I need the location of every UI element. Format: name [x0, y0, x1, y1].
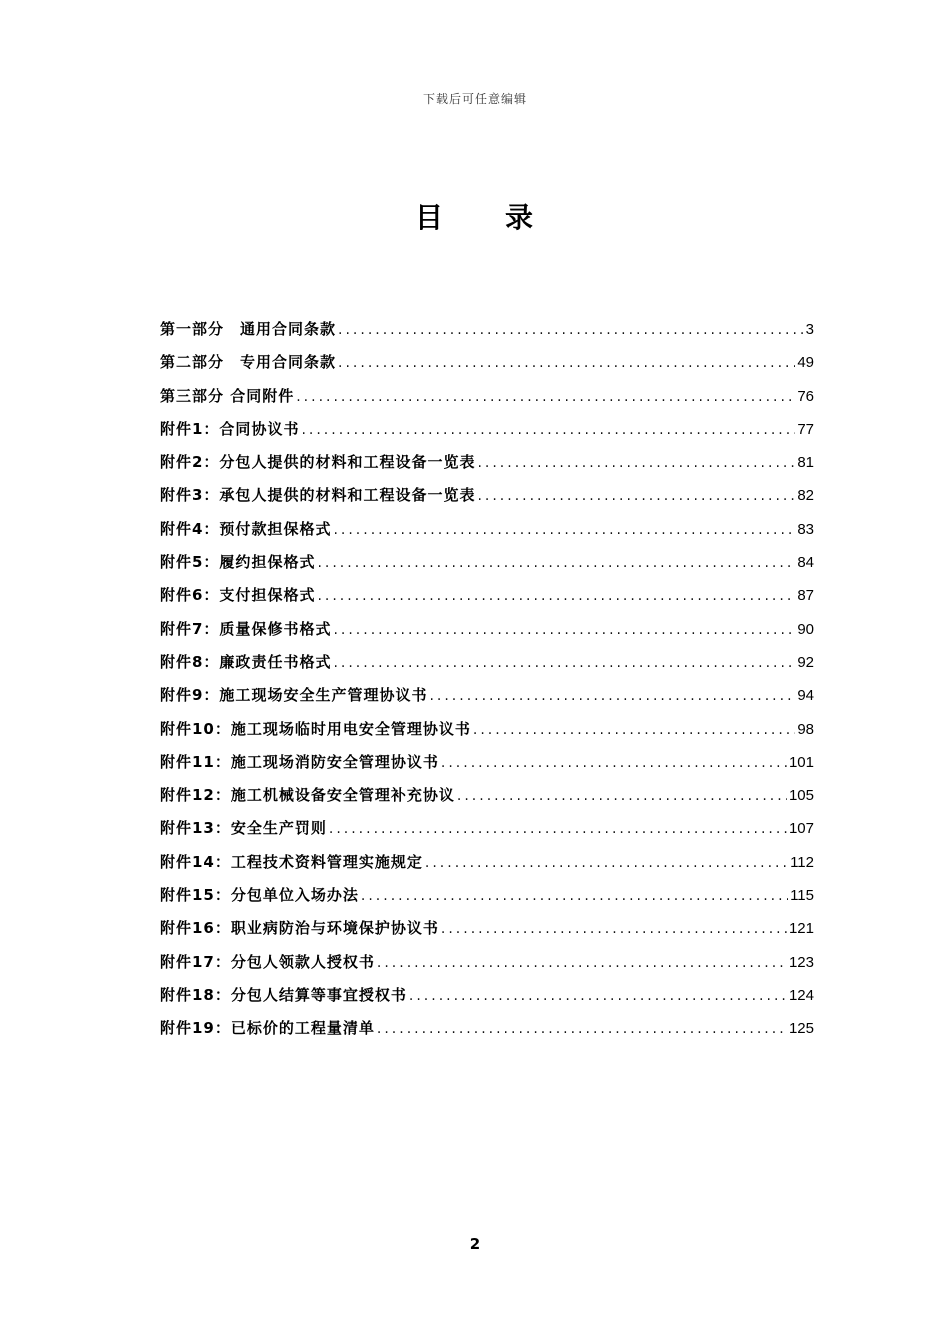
toc-entry-label: 附件13：安全生产罚则: [160, 819, 327, 838]
dot-leader: [409, 980, 787, 1013]
toc-entry-page: 107: [788, 820, 814, 838]
toc-entry[interactable]: [160, 513, 814, 546]
dot-leader: [457, 780, 787, 813]
toc-entry-label: 第一部分 通用合同条款: [160, 320, 337, 338]
dot-leader: [425, 847, 788, 880]
toc-entry-label: 附件15：分包单位入场办法: [160, 886, 359, 905]
toc-entry-label: 附件9：施工现场安全生产管理协议书: [160, 686, 428, 705]
toc-entry[interactable]: [160, 546, 814, 579]
toc-entry-page: 76: [797, 387, 814, 405]
toc-entry[interactable]: [160, 613, 814, 646]
toc-entry-page: 77: [797, 420, 814, 438]
toc-title: [0, 196, 950, 236]
toc-entry-page: 115: [790, 887, 814, 905]
toc-entry[interactable]: [160, 1012, 814, 1045]
title-char-1: 目: [414, 201, 445, 234]
toc-entry[interactable]: [160, 346, 814, 379]
page-number: 2: [469, 1235, 481, 1253]
toc-entry-page: 112: [790, 853, 814, 871]
toc-entry[interactable]: [160, 946, 814, 979]
dot-leader: [377, 947, 787, 980]
toc-entry-label: 附件16：职业病防治与环境保护协议书: [160, 919, 439, 938]
toc-list: [160, 313, 814, 1046]
header-note: 下载后可任意编辑: [422, 92, 527, 106]
dot-leader: [338, 314, 804, 347]
dot-leader: [338, 347, 795, 380]
toc-entry-page: 98: [797, 720, 814, 738]
toc-entry[interactable]: [160, 812, 814, 845]
toc-entry-label: 附件4：预付款担保格式: [160, 519, 332, 538]
dot-leader: [333, 647, 795, 680]
toc-entry-page: 83: [797, 520, 814, 538]
title-char-2: 录: [505, 201, 536, 234]
toc-entry-label: 第二部分 专用合同条款: [160, 353, 337, 372]
toc-entry-page: 105: [788, 787, 814, 805]
toc-entry[interactable]: [160, 912, 814, 945]
toc-entry-page: 82: [797, 487, 814, 505]
dot-leader: [441, 913, 787, 946]
toc-entry-page: 121: [788, 920, 814, 938]
toc-entry-label: 附件3：承包人提供的材料和工程设备一览表: [160, 486, 476, 505]
toc-entry[interactable]: [160, 846, 814, 879]
toc-entry[interactable]: [160, 413, 814, 446]
dot-leader: [333, 614, 795, 647]
toc-entry[interactable]: [160, 446, 814, 479]
toc-entry-label: 附件17：分包人领款人授权书: [160, 952, 375, 971]
toc-entry-label: 附件8：廉政责任书格式: [160, 652, 332, 671]
toc-entry-label: 附件11：施工现场消防安全管理协议书: [160, 752, 439, 771]
toc-entry-label: 附件1：合同协议书: [160, 419, 300, 438]
dot-leader: [441, 747, 787, 780]
dot-leader: [361, 880, 788, 913]
toc-entry[interactable]: [160, 779, 814, 812]
dot-leader: [329, 813, 787, 846]
dot-leader: [333, 514, 795, 547]
toc-entry-page: 92: [797, 653, 814, 671]
toc-entry-label: 附件10：施工现场临时用电安全管理协议书: [160, 719, 471, 738]
toc-entry-label: 第三部分 合同附件: [160, 386, 295, 405]
toc-entry-page: 123: [788, 953, 814, 971]
toc-entry[interactable]: [160, 746, 814, 779]
toc-entry-page: 90: [797, 620, 814, 638]
toc-entry-label: 附件19：已标价的工程量清单: [160, 1019, 375, 1038]
toc-entry-label: 附件7：质量保修书格式: [160, 619, 332, 638]
toc-entry[interactable]: [160, 313, 814, 346]
toc-entry[interactable]: [160, 479, 814, 512]
dot-leader: [477, 447, 795, 480]
toc-entry-label: 附件6：支付担保格式: [160, 586, 316, 605]
toc-entry[interactable]: [160, 579, 814, 612]
toc-entry-page: 81: [797, 454, 814, 472]
dot-leader: [473, 714, 795, 747]
toc-entry-label: 附件12：施工机械设备安全管理补充协议: [160, 786, 455, 805]
toc-entry[interactable]: [160, 979, 814, 1012]
toc-entry-page: 124: [788, 986, 814, 1004]
toc-entry[interactable]: [160, 679, 814, 712]
toc-entry-page: 49: [797, 354, 814, 372]
dot-leader: [317, 580, 795, 613]
dot-leader: [429, 680, 795, 713]
dot-leader: [317, 547, 795, 580]
toc-entry-page: 87: [797, 587, 814, 605]
toc-entry-label: 附件5：履约担保格式: [160, 553, 316, 572]
dot-leader: [377, 1013, 787, 1046]
toc-entry-label: 附件2：分包人提供的材料和工程设备一览表: [160, 453, 476, 472]
toc-entry[interactable]: [160, 879, 814, 912]
toc-entry-label: 附件14：工程技术资料管理实施规定: [160, 852, 423, 871]
dot-leader: [301, 414, 795, 447]
toc-entry[interactable]: [160, 380, 814, 413]
dot-leader: [296, 381, 795, 414]
toc-entry[interactable]: [160, 646, 814, 679]
toc-entry-page: 3: [805, 321, 814, 338]
toc-entry-page: 84: [797, 554, 814, 572]
toc-entry[interactable]: [160, 713, 814, 746]
toc-entry-page: 101: [788, 753, 814, 771]
toc-entry-label: 附件18：分包人结算等事宜授权书: [160, 985, 407, 1004]
toc-entry-page: 125: [788, 1020, 814, 1038]
dot-leader: [477, 480, 795, 513]
toc-entry-page: 94: [797, 687, 814, 705]
